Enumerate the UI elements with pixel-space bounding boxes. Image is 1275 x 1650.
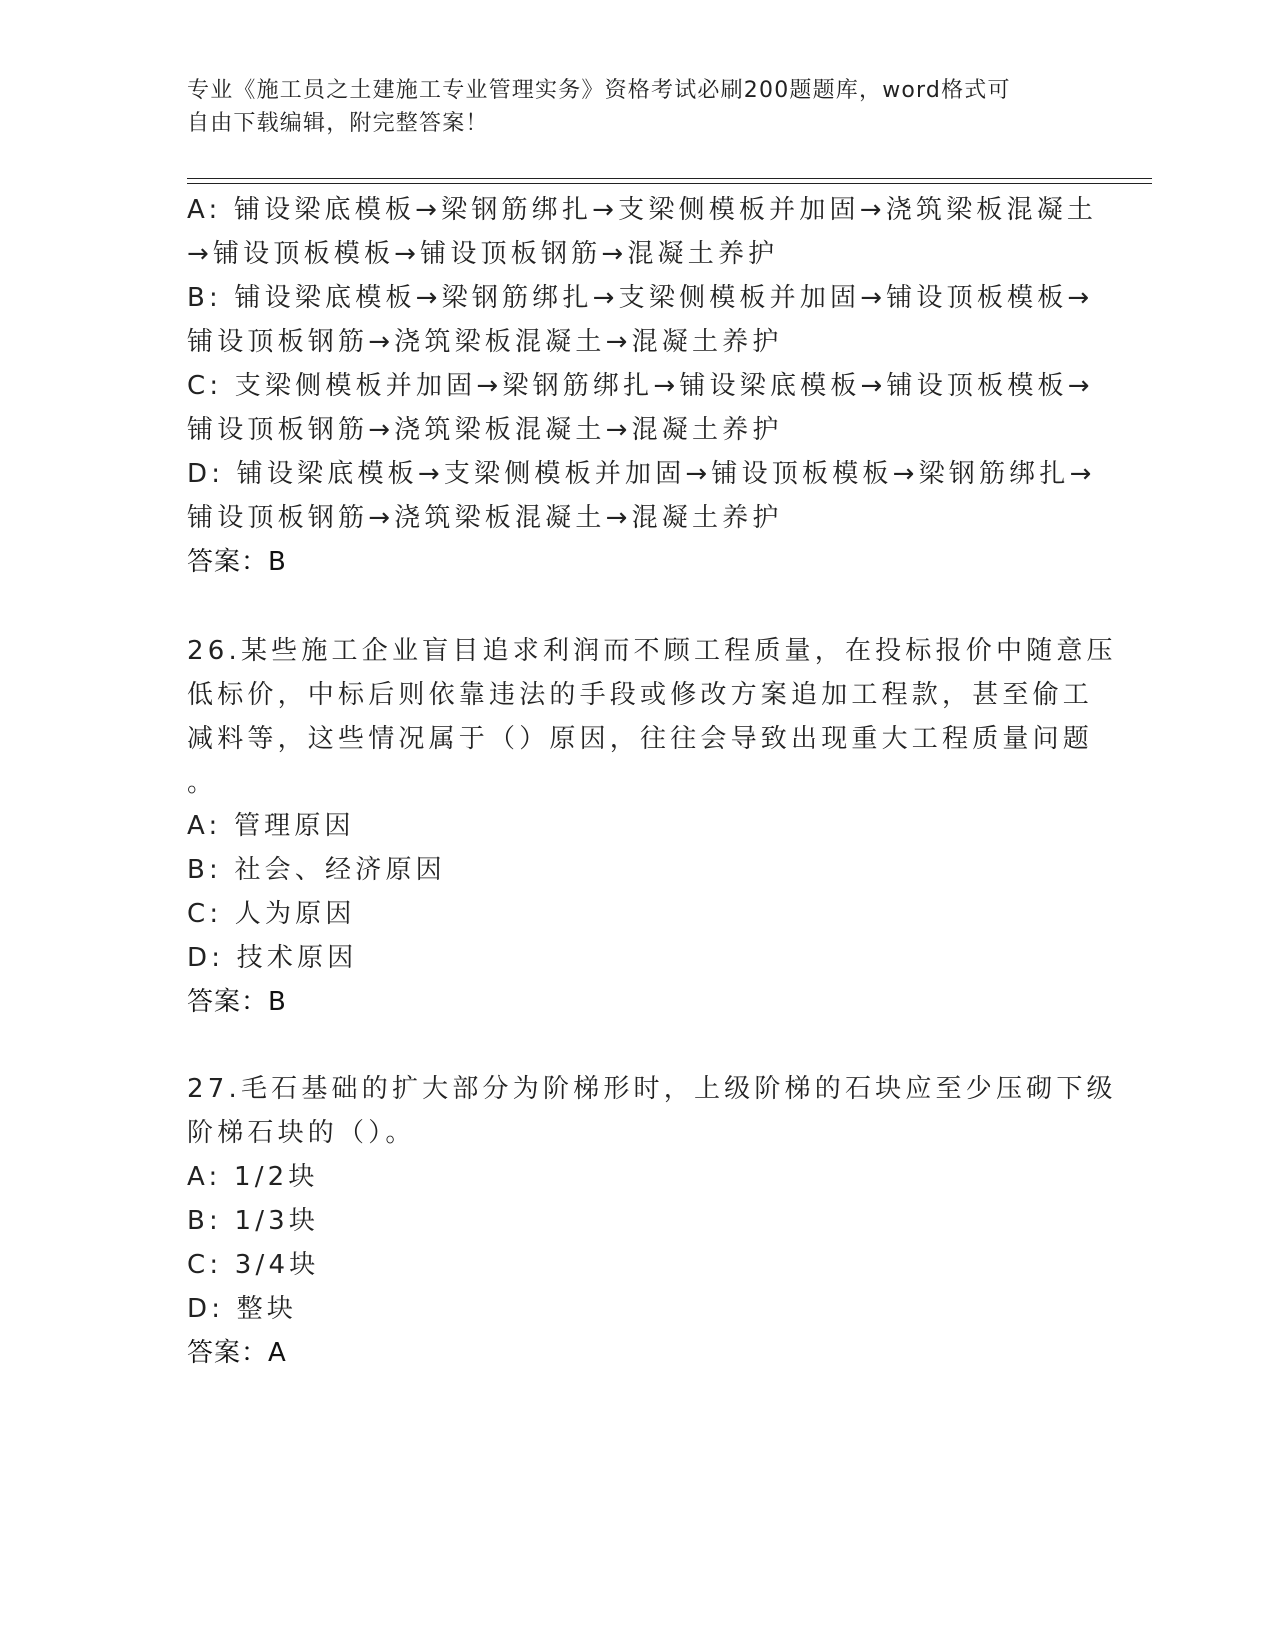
q26-stem-line-1: 26.某些施工企业盲目追求利润而不顾工程质量，在投标报价中随意压: [187, 636, 1117, 666]
q27-option-b: B: 1/3块: [187, 1206, 320, 1236]
header-line-2: 自由下载编辑，附完整答案！: [187, 111, 489, 136]
header-line-1: 专业《施工员之土建施工专业管理实务》资格考试必刷200题题库，word格式可: [187, 78, 1011, 103]
q26-stem-line-2: 低标价，中标后则依靠违法的手段或修改方案追加工程款，甚至偷工: [187, 680, 1094, 710]
q26-option-a: A: 管理原因: [187, 811, 355, 841]
q25-option-c-line-1: C: 支梁侧模板并加固→梁钢筋绑扎→铺设梁底模板→铺设顶板模板→: [187, 371, 1094, 401]
q27-stem-line-1: 27.毛石基础的扩大部分为阶梯形时，上级阶梯的石块应至少压砌下级: [187, 1074, 1117, 1104]
document-header: [187, 74, 1067, 140]
q27-option-c: C: 3/4块: [187, 1250, 320, 1280]
q26-stem-line-3: 减料等，这些情况属于（）原因，往往会导致出现重大工程质量问题: [187, 724, 1094, 754]
q25-option-b-line-2: 铺设顶板钢筋→浇筑梁板混凝土→混凝土养护: [187, 327, 783, 357]
q25-option-a-line-2: →铺设顶板模板→铺设顶板钢筋→混凝土养护: [187, 239, 779, 269]
q25-option-b-line-1: B: 铺设梁底模板→梁钢筋绑扎→支梁侧模板并加固→铺设顶板模板→: [187, 283, 1094, 313]
q26-option-b: B: 社会、经济原因: [187, 855, 446, 885]
q26-answer: 答案：B: [187, 987, 287, 1017]
q25-option-d-line-1: D: 铺设梁底模板→支梁侧模板并加固→铺设顶板模板→梁钢筋绑扎→: [187, 459, 1096, 489]
header-rule-bottom: [187, 183, 1152, 184]
q27-answer: 答案：A: [187, 1338, 287, 1368]
q27-option-d: D: 整块: [187, 1294, 298, 1324]
header-rule-top: [187, 178, 1152, 179]
q25-answer: 答案：B: [187, 547, 287, 577]
q26-option-d: D: 技术原因: [187, 943, 358, 973]
q26-stem-line-4: 。: [187, 768, 218, 798]
q27-stem-line-2: 阶梯石块的（）。: [187, 1118, 416, 1148]
q27-option-a: A: 1/2块: [187, 1162, 319, 1192]
q25-option-d-line-2: 铺设顶板钢筋→浇筑梁板混凝土→混凝土养护: [187, 503, 783, 533]
q25-option-c-line-2: 铺设顶板钢筋→浇筑梁板混凝土→混凝土养护: [187, 415, 783, 445]
q26-option-c: C: 人为原因: [187, 899, 356, 929]
q25-option-a-line-1: A: 铺设梁底模板→梁钢筋绑扎→支梁侧模板并加固→浇筑梁板混凝土: [187, 195, 1098, 225]
